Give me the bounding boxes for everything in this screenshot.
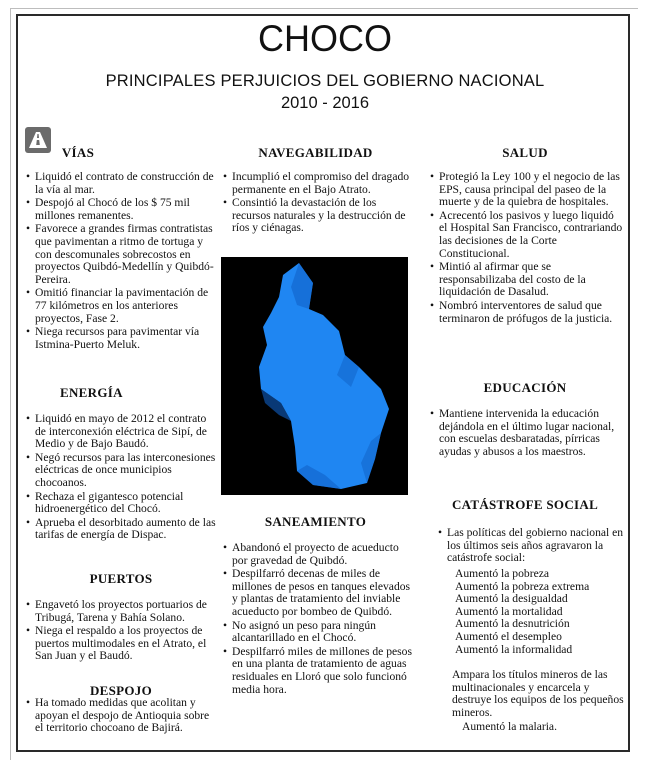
puertos-list: [26, 599, 216, 664]
list-item: Aumentó la malaria.: [462, 720, 557, 734]
list-item: • Incumplió el compromiso del dragado permanente en el Bajo Atrato.: [223, 171, 411, 196]
section-title-puertos: PUERTOS: [89, 571, 153, 586]
catastrofe-sub-list: [446, 568, 624, 656]
section-title-catastrofe-social: CATÁSTROFE SOCIAL: [451, 497, 599, 512]
section-title-vias: VÍAS: [61, 145, 95, 160]
section-title-saneamiento: SANEAMIENTO: [264, 514, 367, 529]
list-item: • Ha tomado medidas que acolitan y apoyan el despojo de Antioquia sobre el territorio chocoano de Bajirá.: [26, 697, 216, 735]
list-item: • Engavetó los proyectos portuarios de Tribugá, Tarena y Bahía Solano.: [26, 599, 216, 624]
list-item: • Despilfarró miles de millones de pesos en una planta de tratamiento de aguas residuales en Lloró que solo funcionó media hora.: [223, 646, 415, 696]
section-title-educacion: EDUCACIÓN: [483, 380, 567, 395]
list-item: • Despilfarró decenas de miles de millones de pesos en tanques elevados y plantas de tratamiento del inviable acueducto por bombeo de Quibdó.: [223, 568, 415, 618]
list-item: • Aprueba el desorbitado aumento de las tarifas de energía de Dispac.: [26, 517, 216, 542]
page-years: 2010 - 2016: [280, 94, 370, 112]
list-item: Aumentó la mortalidad: [455, 604, 563, 618]
page-subtitle: PRINCIPALES PERJUICIOS DEL GOBIERNO NACIONAL: [105, 72, 545, 90]
list-item: • Consintió la devastación de los recursos naturales y la destrucción de ríos y ciénagas.: [223, 197, 411, 235]
catastrofe-list: [438, 527, 624, 566]
list-item: Ampara los títulos mineros de las multinacionales y encarcela y destruye los equipos de los pequeños mineros.: [452, 668, 624, 719]
list-item: • Liquidó el contrato de construcción de la vía al mar.: [26, 171, 216, 196]
salud-list: [430, 171, 624, 326]
list-item: Aumentó la desigualdad: [455, 592, 568, 606]
list-item: Aumentó la informalidad: [455, 642, 573, 656]
list-item: • Mintió al afirmar que se responsabilizaba del costo de la liquidación de Dasalud.: [430, 261, 624, 299]
road-icon: [25, 127, 51, 153]
list-item: • Omitió financiar la pavimentación de 77 kilómetros en los anteriores proyectos, Fase 2.: [26, 287, 216, 325]
section-title-navegabilidad: NAVEGABILIDAD: [258, 145, 373, 160]
list-item: Aumentó el desempleo: [455, 629, 562, 643]
page-title: CHOCO: [258, 17, 392, 60]
list-item: Aumentó la pobreza extrema: [455, 579, 590, 593]
vias-list: [26, 171, 216, 352]
list-item: Aumentó la pobreza: [455, 567, 550, 580]
list-item: • Nombró interventores de salud que terminaron de prófugos de la justicia.: [430, 300, 624, 325]
choco-map: [221, 257, 408, 495]
list-item: • Liquidó en mayo de 2012 el contrato de interconexión eléctrica de Sipí, de Medio y de Bajo Baudó.: [26, 413, 216, 451]
section-title-salud: SALUD: [502, 145, 548, 160]
section-title-energia: ENERGÍA: [60, 385, 123, 400]
list-item: • Protegió la Ley 100 y el negocio de las EPS, causa principal del paseo de la muerte y de la quiebra de hospitales.: [430, 171, 624, 209]
list-item: • No asignó un peso para ningún alcantarillado en el Chocó.: [223, 620, 415, 645]
list-item: • Despojó al Chocó de los $ 75 mil millones remanentes.: [26, 197, 216, 222]
list-item: • Negó recursos para las interconesiones eléctricas de once municipios chocoanos.: [26, 452, 216, 490]
list-item: • Rechaza el gigantesco potencial hidroenergético del Chocó.: [26, 491, 216, 516]
section-title-despojo: DESPOJO: [89, 683, 153, 698]
list-item: • Las políticas del gobierno nacional en los últimos seis años agravaron la catástrofe social:: [438, 527, 624, 565]
list-item: • Abandonó el proyecto de acueducto por gravedad de Quibdó.: [223, 542, 415, 567]
list-item: • Acrecentó los pasivos y luego liquidó el Hospital San Francisco, contrariando las decisiones de la Corte Constitucional.: [430, 210, 624, 260]
energia-list: [26, 413, 216, 543]
saneamiento-list: [223, 542, 415, 697]
list-item: • Niega el respaldo a los proyectos de puertos multimodales en el Atrato, el San Juan y el Baudó.: [26, 625, 216, 663]
list-item: • Mantiene intervenida la educación dejándola en el último lugar nacional, con escuelas desbaratadas, pírricas ayudas y abusos a los maestros.: [430, 408, 624, 458]
educacion-list: [430, 408, 624, 459]
list-item: • Niega recursos para pavimentar vía Istmina-Puerto Meluk.: [26, 326, 216, 351]
list-item: Aumentó la desnutrición: [455, 617, 570, 631]
navegabilidad-list: [223, 171, 411, 236]
catastrofe-closing: [438, 669, 628, 734]
list-item: • Favorece a grandes firmas contratistas que pavimentan a ritmo de tortuga y con descomunales sobrecostos en proyectos Quibdó-Medellín y Quibdó-Pereira.: [26, 223, 216, 286]
despojo-list: [26, 697, 216, 736]
